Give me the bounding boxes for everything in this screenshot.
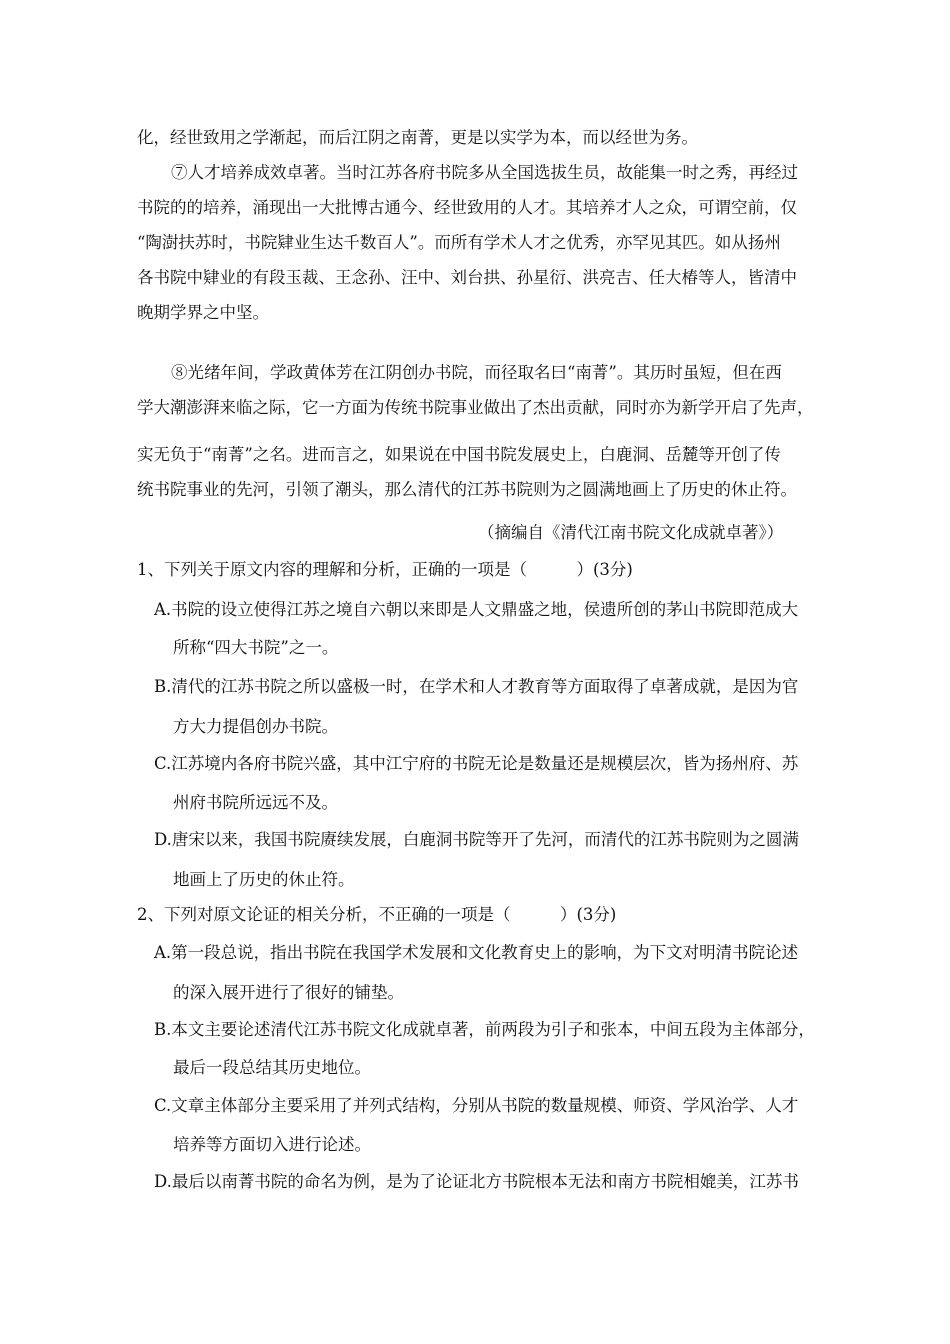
question-1-option-a-cont: 所称“四大书院”之一。 (173, 638, 339, 657)
passage-line: 学大潮澎湃来临之际，它一方面为传统书院事业做出了杰出贡献，同时亦为新学开启了先声， (137, 398, 814, 417)
passage-line: 晚期学界之中坚。 (137, 303, 269, 322)
question-1-stem: 1、下列关于原文内容的理解和分析，正确的一项是（ ）(3分) (137, 560, 633, 579)
question-2-option-a: A.第一段总说，指出书院在我国学术发展和文化教育史上的影响，为下文对明清书院论述 (154, 943, 799, 962)
passage-source: （摘编自《清代江南书院文化成就卓著》） (478, 523, 784, 542)
question-1-option-b: B.清代的江苏书院之所以盛极一时，在学术和人才教育等方面取得了卓著成就，是因为官 (154, 677, 799, 696)
question-1-option-a: A.书院的设立使得江苏之境自六朝以来即是人文鼎盛之地，侯遗所创的茅山书院即范成大 (154, 600, 799, 619)
question-2-stem: 2、下列对原文论证的相关分析，不正确的一项是（ ）(3分) (137, 905, 617, 924)
question-1-option-d: D.唐宋以来，我国书院赓续发展，白鹿洞书院等开了先河，而清代的江苏书院则为之圆满 (154, 830, 799, 849)
question-1-option-d-cont: 地画上了历史的休止符。 (173, 870, 355, 889)
question-2-option-d: D.最后以南菁书院的命名为例，是为了论证北方书院根本无法和南方书院相媲美，江苏书 (154, 1172, 799, 1191)
passage-paragraph-7: ⑦人才培养成效卓著。当时江苏各府书院多从全国选拔生员，故能集一时之秀，再经过 (171, 163, 798, 182)
passage-line: 实无负于“南菁”之名。进而言之，如果说在中国书院发展史上，白鹿洞、岳麓等开创了传 (137, 445, 781, 464)
passage-line: 各书院中肄业的有段玉裁、王念孙、汪中、刘台拱、孙星衍、洪亮吉、任大椿等人，皆清中 (137, 268, 797, 287)
passage-line: “陶澍扶苏时，书院肄业生达千数百人”。而所有学术人才之优秀，亦罕见其匹。如从扬州 (137, 233, 781, 252)
question-1-option-b-cont: 方大力提倡创办书院。 (173, 717, 338, 736)
passage-line: 统书院事业的先河，引领了潮头，那么清代的江苏书院则为之圆满地画上了历史的休止符。 (137, 480, 797, 499)
passage-line: 化，经世致用之学渐起，而后江阴之南菁，更是以实学为本，而以经世为务。 (137, 128, 698, 147)
passage-paragraph-8: ⑧光绪年间，学政黄体芳在江阴创办书院，而径取名曰“南菁”。其历时虽短，但在西 (171, 363, 782, 382)
question-2-option-b-cont: 最后一段总结其历史地位。 (173, 1058, 371, 1077)
question-2-option-c-cont: 培养等方面切入进行论述。 (173, 1135, 371, 1154)
question-2-option-a-cont: 的深入展开进行了很好的铺垫。 (173, 983, 404, 1002)
passage-line: 书院的的培养，涌现出一大批博古通今、经世致用的人才。其培养才人之众，可谓空前，仅 (137, 198, 797, 217)
question-1-option-c-cont: 州府书院所远远不及。 (173, 793, 338, 812)
question-1-option-c: C.江苏境内各府书院兴盛，其中江宁府的书院无论是数量还是规模层次，皆为扬州府、苏 (154, 754, 799, 773)
question-2-option-b: B.本文主要论述清代江苏书院文化成就卓著，前两段为引子和张本，中间五段为主体部分， (154, 1020, 815, 1039)
question-2-option-c: C.文章主体部分主要采用了并列式结构，分别从书院的数量规模、师资、学风治学、人才 (154, 1096, 799, 1115)
